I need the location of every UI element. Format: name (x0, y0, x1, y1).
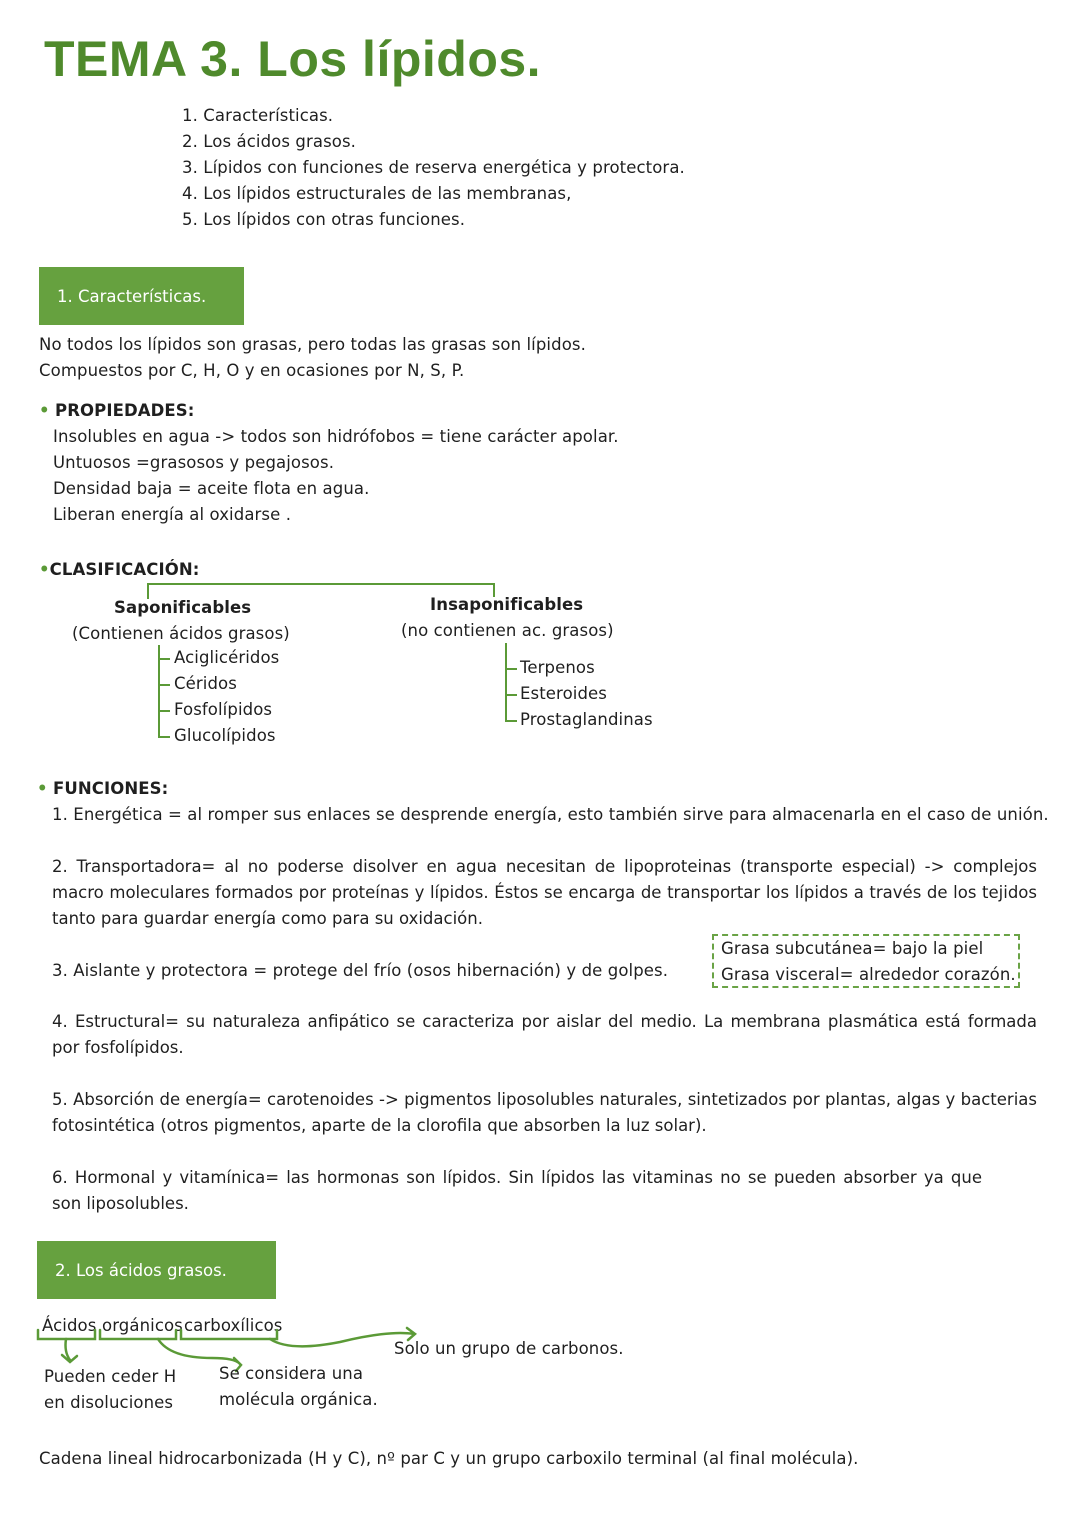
propiedad-item: Liberan energía al oxidarse . (53, 505, 292, 524)
word-carboxilicos: carboxílicos (184, 1316, 283, 1335)
cadena-description: Cadena lineal hidrocarbonizada (H y C), nº par C y un grupo carboxilo terminal (al final molécula). (39, 1449, 859, 1468)
toc-item: 4. Los lípidos estructurales de las membranas, (182, 184, 572, 203)
insaponificables-subtitle: (no contienen ac. grasos) (401, 621, 614, 640)
grasa-note: Grasa subcutánea= bajo la piel (721, 939, 984, 958)
saponificable-item: Aciglicéridos (174, 648, 280, 667)
saponificables-subtitle: (Contienen ácidos grasos) (72, 624, 290, 643)
funcion-energetica: 1. Energética = al romper sus enlaces se desprende energía, esto también sirve para almacenarla en el caso de unión. (52, 805, 1049, 824)
saponificable-item: Céridos (174, 674, 237, 693)
note-acidos: Pueden ceder H (44, 1367, 177, 1386)
insaponificable-item: Prostaglandinas (520, 710, 653, 729)
propiedades-label: PROPIEDADES: (55, 401, 195, 420)
toc-item: 5. Los lípidos con otras funciones. (182, 210, 466, 229)
intro-line: Compuestos por C, H, O y en ocasiones por N, S, P. (39, 361, 465, 380)
word-organicos: orgánicos (102, 1316, 183, 1335)
brace-acidos (38, 1330, 95, 1339)
brace-carboxilicos (181, 1330, 277, 1339)
intro-line: No todos los lípidos son grasas, pero todas las grasas son lípidos. (39, 335, 586, 354)
saponificable-item: Fosfolípidos (174, 700, 273, 719)
funcion-aislante: 3. Aislante y protectora = protege del frío (osos hibernación) y de golpes. (52, 961, 669, 980)
insaponificables-title: Insaponificables (430, 595, 584, 614)
brace-organicos (100, 1330, 176, 1339)
saponificables-title: Saponificables (114, 598, 252, 617)
propiedad-item: Densidad baja = aceite flota en agua. (53, 479, 370, 498)
insaponificable-item: Esteroides (520, 684, 607, 703)
section-header-label: 2. Los ácidos grasos. (55, 1260, 227, 1280)
bullet-icon: • (37, 779, 48, 798)
arrow-acidos (62, 1339, 77, 1362)
propiedad-item: Untuosos =grasosos y pegajosos. (53, 453, 335, 472)
toc-item: 2. Los ácidos grasos. (182, 132, 357, 151)
note-organicos: Se considera una (219, 1364, 364, 1383)
note-organicos: molécula orgánica. (219, 1390, 378, 1409)
funcion-hormonal: 6. Hormonal y vitamínica= las hormonas son lípidos. Sin lípidos las vitaminas no se pueden absorber ya que son liposolubles. (52, 1168, 982, 1213)
toc-item: 3. Lípidos con funciones de reserva energética y protectora. (182, 158, 685, 177)
bullet-icon: • (39, 560, 50, 579)
note-carboxilicos: Solo un grupo de carbonos. (394, 1339, 624, 1358)
funcion-estructural: 4. Estructural= su naturaleza anfipático se caracteriza por aislar del medio. La membrana plasmática está formada por fosfolípidos. (52, 1012, 1037, 1057)
bullet-icon: • (39, 401, 50, 420)
funcion-absorcion: 5. Absorción de energía= carotenoides -> pigmentos liposolubles naturales, sintetizados por plantas, algas y bacterias fotosintética (otros pigmentos, aparte de la clorofila que absorben la luz solar). (52, 1090, 1037, 1135)
section-header-label: 1. Características. (57, 286, 207, 306)
funciones-label: FUNCIONES: (53, 779, 169, 798)
page-title: TEMA 3. Los lípidos. (44, 31, 542, 87)
note-acidos: en disoluciones (44, 1393, 174, 1412)
funcion-transportadora: 2. Transportadora= al no poderse disolver en agua necesitan de lipoproteinas (transporte especial) -> complejos macro moleculares formados por proteínas y lípidos. Éstos se encarga de transportar los lípidos a través de los tejidos tanto para guardar energía como para su oxidación. (52, 857, 1037, 928)
word-acidos: Ácidos (42, 1316, 97, 1335)
propiedad-item: Insolubles en agua -> todos son hidrófobos = tiene carácter apolar. (53, 427, 619, 446)
insaponificable-item: Terpenos (520, 658, 595, 677)
saponificable-item: Glucolípidos (174, 726, 276, 745)
toc-item: 1. Características. (182, 106, 334, 125)
clasificacion-label: CLASIFICACIÓN: (49, 560, 200, 579)
grasa-note: Grasa visceral= alrededor corazón. (721, 965, 1016, 984)
